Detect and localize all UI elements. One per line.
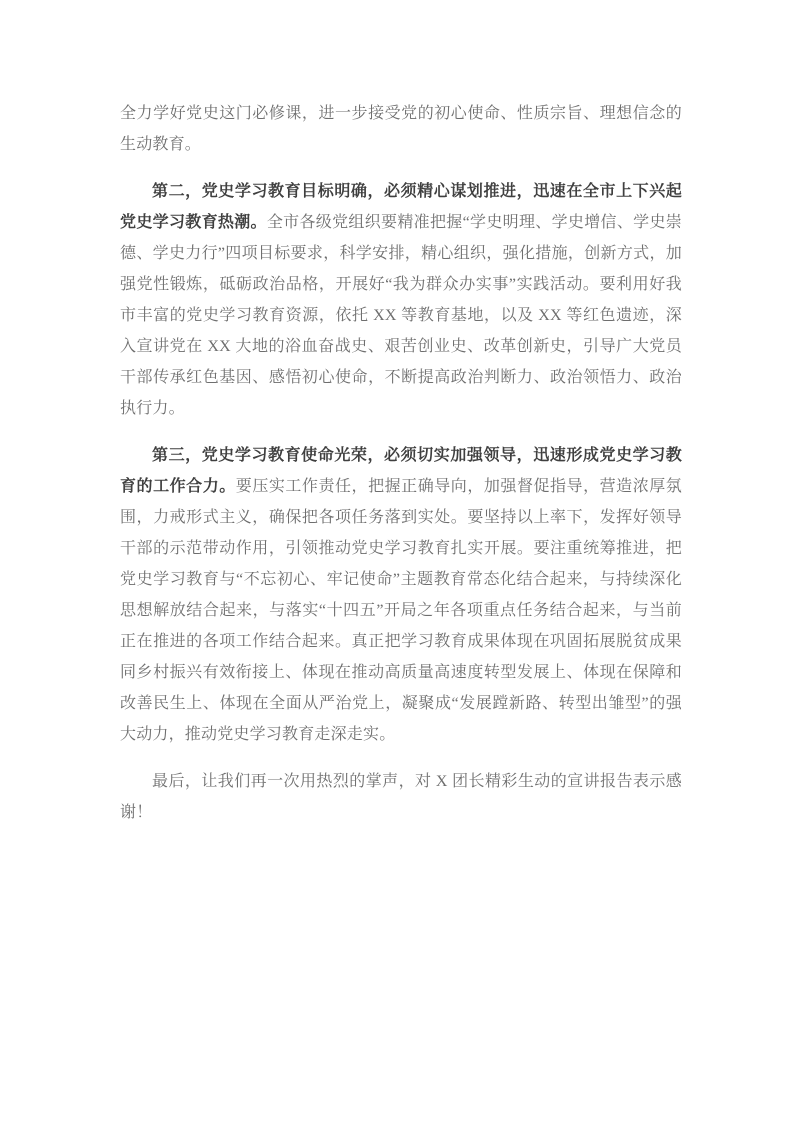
paragraph-body-text: 全力学好党史这门必修课，进一步接受党的初心使命、性质宗旨、理想信念的生动教育。: [120, 105, 682, 153]
paragraph-body-text: 全市各级党组织要精准把握“学史明理、学史增信、学史崇德、学史力行”四项目标要求，科学安排，精心组织，强化措施，创新方式，加强党性锻炼，砥砺政治品格，开展好“我为群众办实事”实践活动。要利用好我市丰富的党史学习教育资源，依托 XX 等教育基地，以及 XX 等红色遗迹，深入宣讲党在 XX 大地的浴血奋战史、艰苦创业史、改革创新史，引导广大党员干部传承红色基因、感悟初心使命，不断提高政治判断力、政治领悟力、政治执行力。: [120, 214, 682, 417]
paragraph-body-text: 最后，让我们再一次用热烈的掌声，对 X 团长精彩生动的宣讲报告表示感谢！: [120, 773, 682, 821]
paragraph-lead-bold: 第二，党史学习教育目标明确，必须精心谋划推进，迅速在全市上下兴起党史学习教育热潮。: [120, 183, 682, 231]
paragraph-lead-bold: 第三，党史学习教育使命光荣，必须切实加强领导，迅速形成党史学习教育的工作合力。: [120, 447, 682, 495]
paragraph-closing: [120, 766, 682, 828]
paragraph-point-two: [120, 176, 682, 424]
paragraph-body-text: 要压实工作责任，把握正确导向，加强督促指导，营造浓厚氛围，力戒形式主义，确保把各项任务落到实处。要坚持以上率下，发挥好领导干部的示范带动作用，引领推动党史学习教育扎实开展。要注重统筹推进，把党史学习教育与“不忘初心、牢记使命”主题教育常态化结合起来，与持续深化思想解放结合起来，与落实“十四五”开局之年各项重点任务结合起来，与当前正在推进的各项工作结合起来。真正把学习教育成果体现在巩固拓展脱贫成果同乡村振兴有效衔接上、体现在推动高质量高速度转型发展上、体现在保障和改善民生上、体现在全面从严治党上，凝聚成“发展蹚新路、转型出雏型”的强大动力，推动党史学习教育走深走实。: [120, 478, 682, 743]
paragraph-continuation: [120, 98, 682, 160]
paragraph-point-three: [120, 440, 682, 750]
